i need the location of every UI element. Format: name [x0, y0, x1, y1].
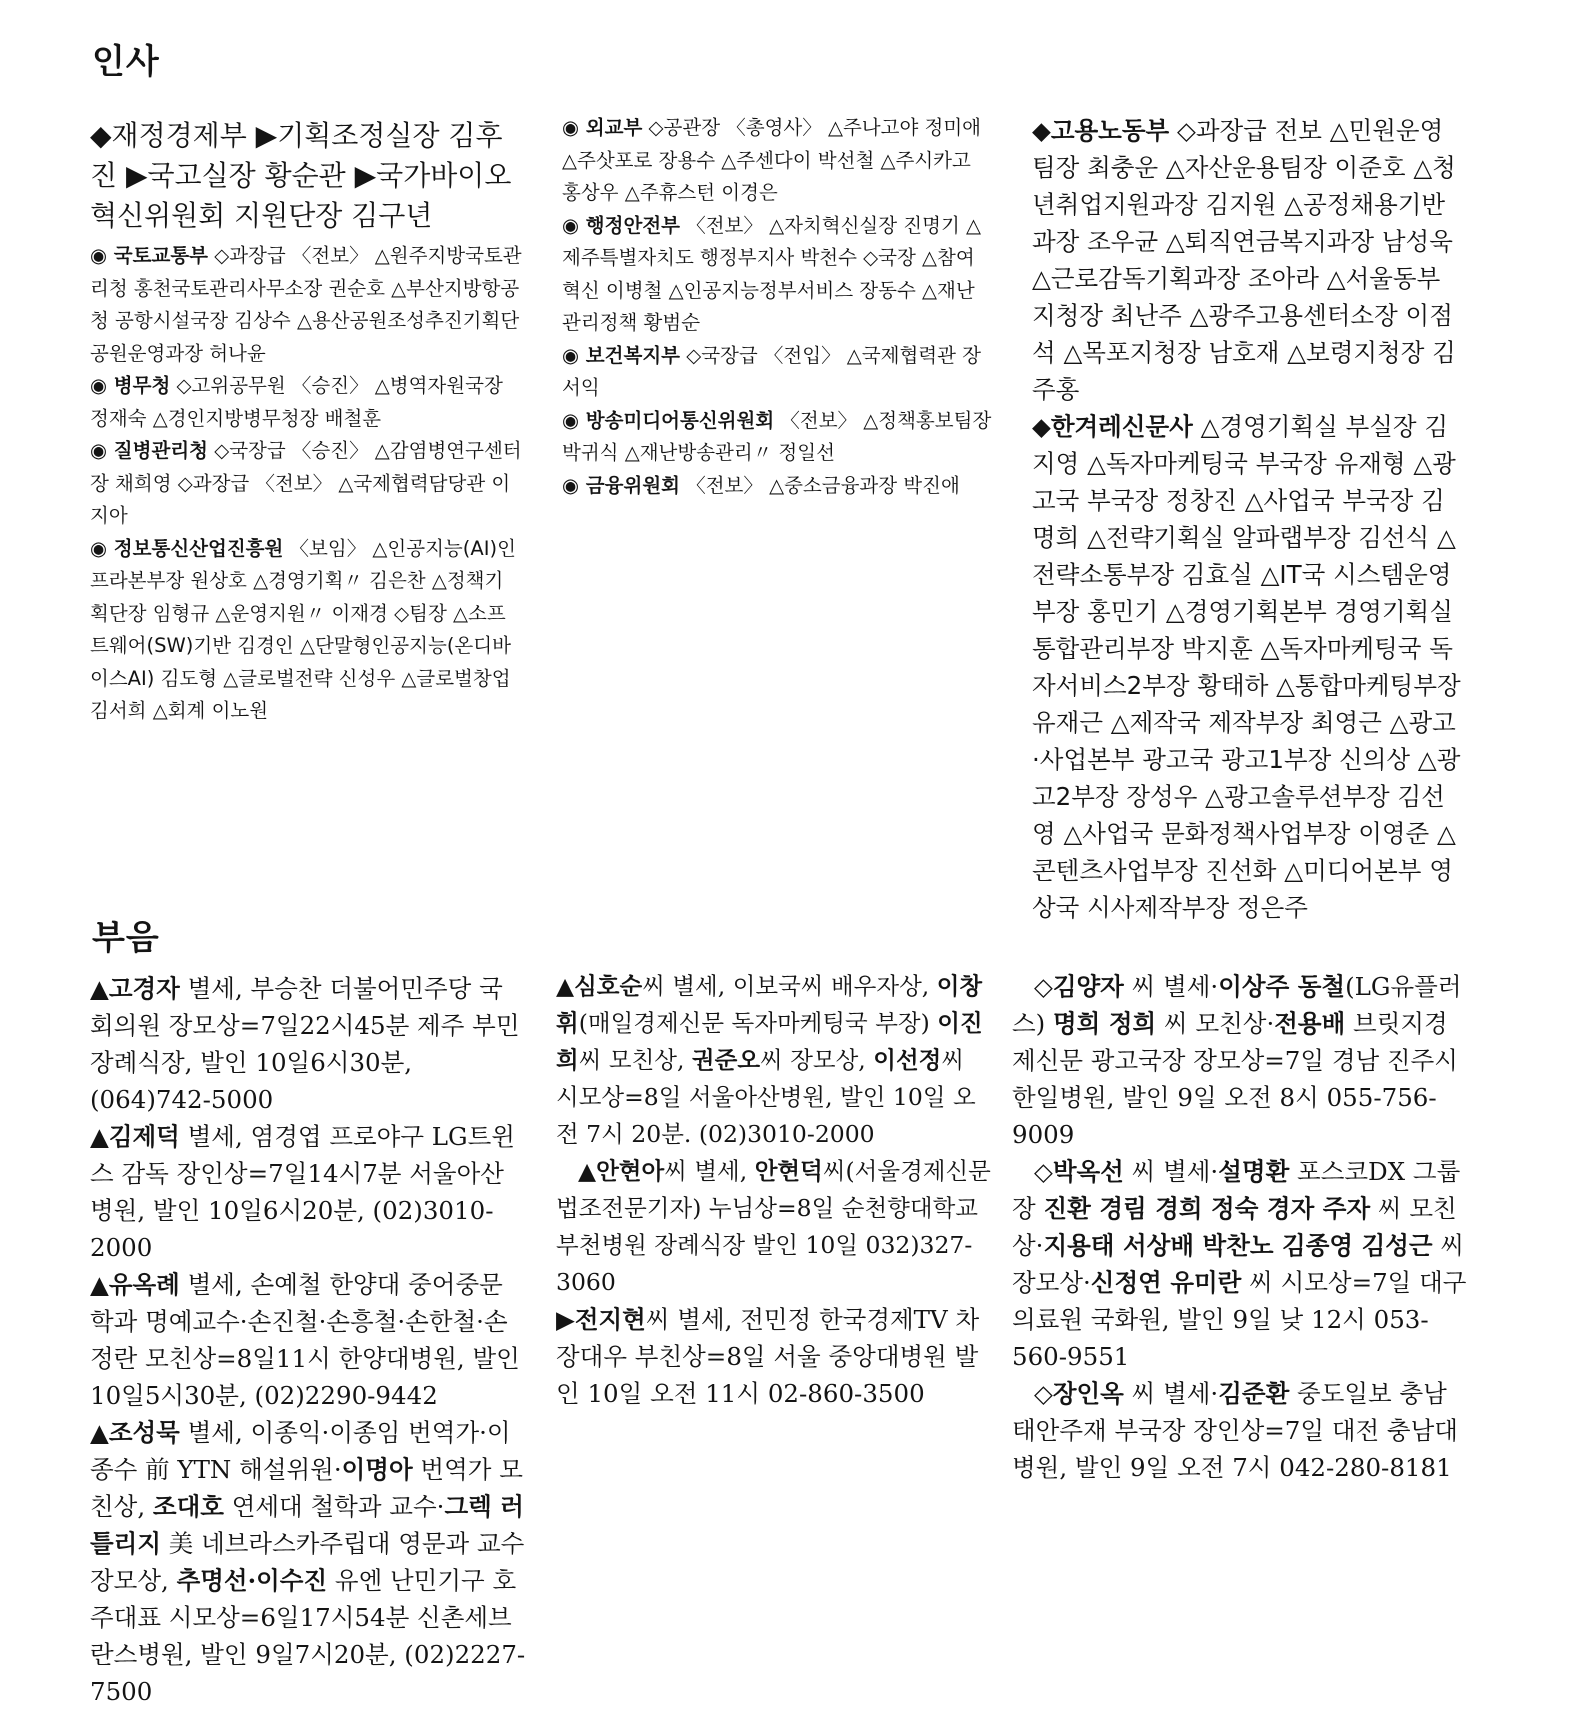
obituary-column-3	[1012, 968, 1470, 1486]
personnel-column-1	[90, 116, 522, 728]
personnel-entry: ◉ 방송미디어통신위원회 〈전보〉 △정책홍보팀장 박귀식 △재난방송관리〃 정일선	[562, 408, 992, 464]
personnel-entry: ◉ 병무청 ◇고위공무원 〈승진〉 △병역자원국장 정재숙 △경인지방병무청장 배철훈	[90, 374, 503, 430]
personnel-entry: ◉ 보건복지부 ◇국장급 〈전입〉 △국제협력관 장서익	[562, 343, 981, 399]
personnel-entry: ◉ 질병관리청 ◇국장급 〈승진〉 △감염병연구센터장 채희영 ◇과장급 〈전보〉 △국제협력담당관 이지아	[90, 439, 522, 527]
obituary-column-2	[556, 968, 994, 1412]
personnel-column-2	[562, 112, 992, 502]
obituary-entry: ◇장인옥 씨 별세·김준환 중도일보 충남 태안주재 부국장 장인상=7일 대전 충남대병원, 발인 9일 오전 7시 042-280-8181	[1012, 1379, 1458, 1482]
personnel-entry: ◉ 금융위원회 〈전보〉 △중소금융과장 박진애	[562, 473, 960, 497]
obituary-heading: 부음	[92, 918, 160, 958]
obituary-entry: ◇박옥선 씨 별세·설명환 포스코DX 그룹장 진환 경림 경희 정숙 경자 주자 씨 모친상·지용태 서상배 박찬노 김종영 김성근 씨 장모상·신정연 유미란 씨 시모상=7일 대구의료원 국화원, 발인 9일 낮 12시 053-560-9551	[1012, 1157, 1467, 1371]
obituary-entry: ▲심호순씨 별세, 이보국씨 배우자상, 이창휘(매일경제신문 독자마케팅국 부장) 이진희씨 모친상, 권준오씨 장모상, 이선정씨 시모상=8일 서울아산병원, 발인 10일 오전 7시 20분. (02)3010-2000	[556, 972, 983, 1148]
obituary-entry: ▲안현아씨 별세, 안현덕씨(서울경제신문 법조전문기자) 누님상=8일 순천향대학교 부천병원 장례식장 발인 10일 032)327-3060	[556, 1157, 991, 1296]
obituary-column-1	[90, 970, 526, 1710]
personnel-entry: ◆고용노동부 ◇과장급 전보 △민원운영팀장 최충운 △자산운용팀장 이준호 △청년취업지원과장 김지원 △공정채용기반과장 조우균 △퇴직연금복지과장 남성욱 △근로감독기획과장 조아라 △서울동부지청장 최난주 △광주고용센터소장 이점석 △목포지청장 남호재 △보령지청장 김주홍	[1032, 116, 1456, 404]
obituary-entry: ▲김제덕 별세, 염경엽 프로야구 LG트윈스 감독 장인상=7일14시7분 서울아산병원, 발인 10일6시20분, (02)3010-2000	[90, 1122, 515, 1262]
obituary-entry: ▲유옥례 별세, 손예철 한양대 중어중문학과 명예교수·손진철·손흥철·손한철·손정란 모친상=8일11시 한양대병원, 발인 10일5시30분, (02)2290-9442	[90, 1270, 520, 1410]
personnel-entry: ◉ 정보통신산업진흥원 〈보임〉 △인공지능(AI)인프라본부장 원상호 △경영기획〃 김은찬 △정책기획단장 임형규 △운영지원〃 이재경 ◇팀장 △소프트웨어(SW)기반 김경인 △단말형인공지능(온디바이스AI) 김도형 △글로벌전략 신성우 △글로벌창업 김서희 △회계 이노원	[90, 536, 516, 722]
personnel-column-3	[1032, 112, 1462, 926]
personnel-entry: ◆한겨레신문사 △경영기획실 부실장 김지영 △독자마케팅국 부국장 유재형 △광고국 부국장 정창진 △사업국 부국장 김명희 △전략기획실 알파랩부장 김선식 △전략소통부장 김효실 △IT국 시스템운영부장 홍민기 △경영기획본부 경영기획실 통합관리부장 박지훈 △독자마케팅국 독자서비스2부장 황태하 △통합마케팅부장 유재근 △제작국 제작부장 최영근 △광고·사업본부 광고국 광고1부장 신의상 △광고2부장 장성우 △광고솔루션부장 김선영 △사업국 문화정책사업부장 이영준 △콘텐츠사업부장 진선화 △미디어본부 영상국 시사제작부장 정은주	[1032, 412, 1461, 922]
obituary-entry: ▶전지현씨 별세, 전민정 한국경제TV 차장대우 부친상=8일 서울 중앙대병원 발인 10일 오전 11시 02-860-3500	[556, 1305, 980, 1408]
personnel-entry: ◉ 국토교통부 ◇과장급 〈전보〉 △원주지방국토관리청 홍천국토관리사무소장 권순호 △부산지방항공청 공항시설국장 김상수 △용산공원조성추진기획단 공원운영과장 허나윤	[90, 244, 522, 365]
personnel-entry: ◉ 행정안전부 〈전보〉 △자치혁신실장 진명기 △제주특별자치도 행정부지사 박천수 ◇국장 △참여혁신 이병철 △인공지능정부서비스 장동수 △재난관리정책 황범순	[562, 213, 981, 334]
personnel-entry: ◉ 외교부 ◇공관장 〈총영사〉 △주나고야 정미애 △주삿포로 장용수 △주센다이 박선철 △주시카고 홍상우 △주휴스턴 이경은	[562, 116, 981, 204]
obituary-entry: ◇김양자 씨 별세·이상주 동철(LG유플러스) 명희 정희 씨 모친상·전용배 브릿지경제신문 광고국장 장모상=7일 경남 진주시 한일병원, 발인 9일 오전 8시 055-756-9009	[1012, 972, 1462, 1149]
personnel-heading: 인사	[92, 42, 160, 82]
personnel-lead: ◆재정경제부 ▶기획조정실장 김후진 ▶국고실장 황순관 ▶국가바이오혁신위원회 지원단장 김구년	[90, 119, 512, 232]
obituary-entry: ▲고경자 별세, 부승찬 더불어민주당 국회의원 장모상=7일22시45분 제주 부민장례식장, 발인 10일6시30분, (064)742-5000	[90, 974, 520, 1114]
obituary-entry: ▲조성묵 별세, 이종익·이종임 번역가·이종수 前 YTN 해설위원·이명아 번역가 모친상, 조대호 연세대 철학과 교수·그렉 러틀리지 美 네브라스카주립대 영문과 교수 장모상, 추명선·이수진 유엔 난민기구 호주대표 시모상=6일17시54분 신촌세브란스병원, 발인 9일7시20분, (02)2227-7500	[90, 1418, 526, 1706]
